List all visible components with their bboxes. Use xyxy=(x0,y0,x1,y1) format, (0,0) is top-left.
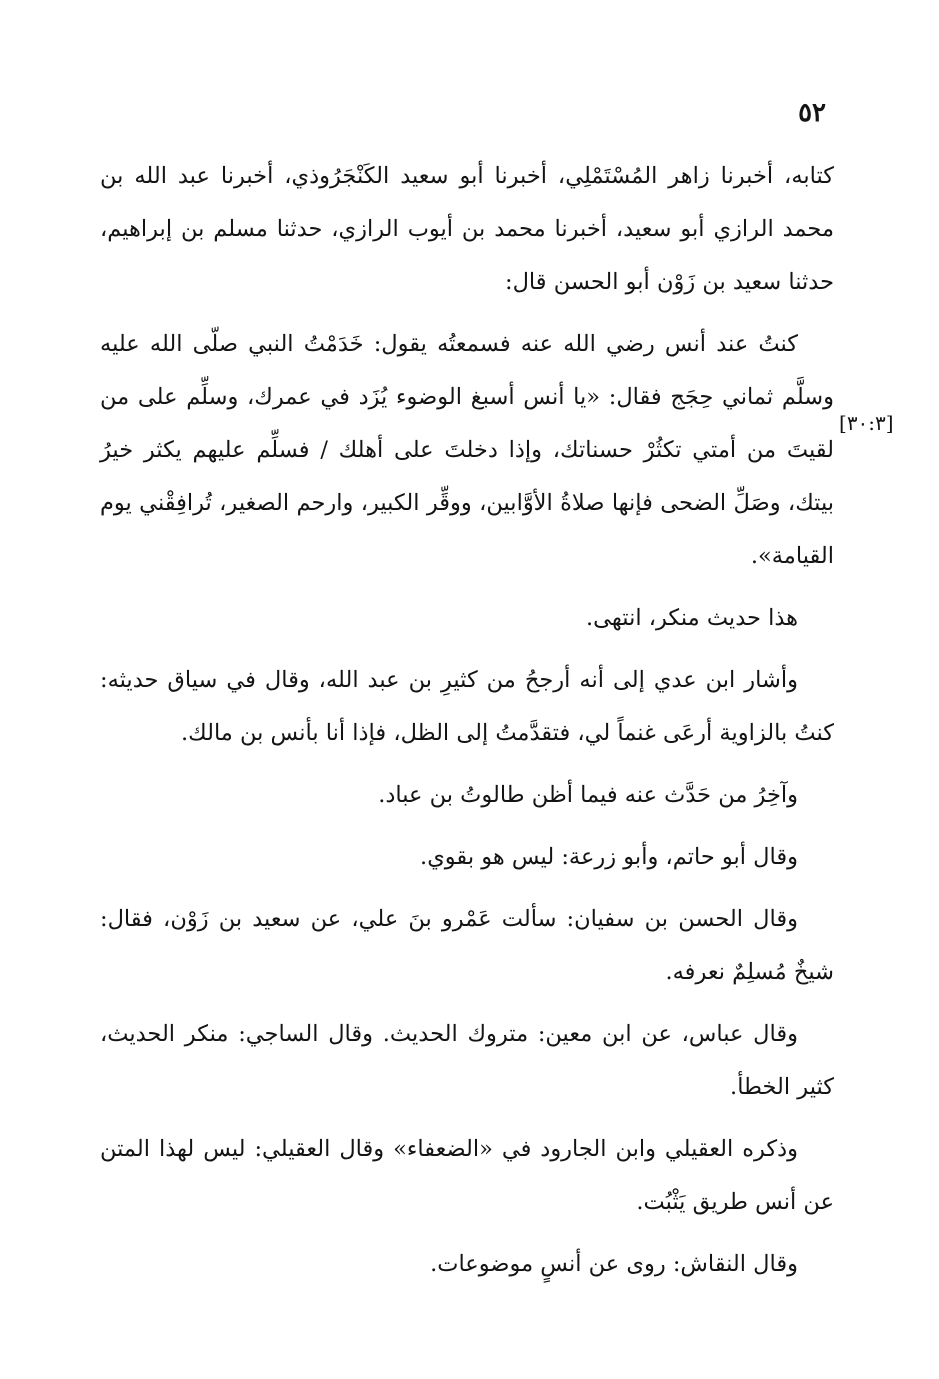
paragraph-naqqash: وقال النقاش: روى عن أنسٍ موضوعات. xyxy=(430,1251,798,1277)
paragraph-verdict: هذا حديث منكر، انتهى. xyxy=(586,605,798,631)
paragraph-uqayli: وذكره العقيلي وابن الجارود في «الضعفاء» وقال العقيلي: ليس لهذا المتن عن أنس طريق يَثْبُت. xyxy=(100,1136,834,1215)
paragraph-hadith: كنتُ عند أنس رضي الله عنه فسمعتُه يقول: خَدَمْتُ النبي صلّى الله عليه وسلَّم ثماني حِجَج فقال: «يا أنس أسبغ الوضوء يُزَد في عمرك، وسلِّم على من لقيتَ من أمتي تكثُرْ حسناتك، وإذا دخلتَ على أهلك / فسلِّم عليهم يكثر خيرُ بيتك، وصَلِّ الضحى فإنها صلاةُ الأوَّابين، ووقِّر الكبير، وارحم الصغير، تُرافِقْني يوم القيامة». xyxy=(100,331,834,569)
paragraph-ibn-adi: وأشار ابن عدي إلى أنه أرجحُ من كثيرِ بن عبد الله، وقال في سياق حديثه: كنتُ بالزاوية أرعَى غنماً لي، فتقدَّمتُ إلى الظل، فإذا أنا بأنس بن مالك. xyxy=(100,667,834,746)
paragraph-abbas: وقال عباس، عن ابن معين: متروك الحديث. وقال الساجي: منكر الحديث، كثير الخطأ. xyxy=(100,1021,834,1100)
page-body xyxy=(100,150,834,1300)
page-number: ٥٢ xyxy=(798,98,826,128)
paragraph-isnad: كتابه، أخبرنا زاهر المُسْتَمْلِي، أخبرنا أبو سعيد الكَنْجَرُوذي، أخبرنا عبد الله بن محمد الرازي أبو سعيد، أخبرنا محمد بن أيوب الرازي، حدثنا مسلم بن إبراهيم، حدثنا سعيد بن زَوْن أبو الحسن قال: xyxy=(100,163,834,295)
paragraph-last-narrator: وآخِرُ من حَدَّث عنه فيما أظن طالوتُ بن عباد. xyxy=(378,782,798,808)
paragraph-hasan-bin-sufyan: وقال الحسن بن سفيان: سألت عَمْرو بنَ علي، عن سعيد بن زَوْن، فقال: شيخٌ مُسلِمٌ نعرفه. xyxy=(100,906,834,985)
paragraph-abu-hatim: وقال أبو حاتم، وأبو زرعة: ليس هو بقوي. xyxy=(420,844,798,870)
margin-reference: [٣٠:٣] xyxy=(839,411,894,435)
